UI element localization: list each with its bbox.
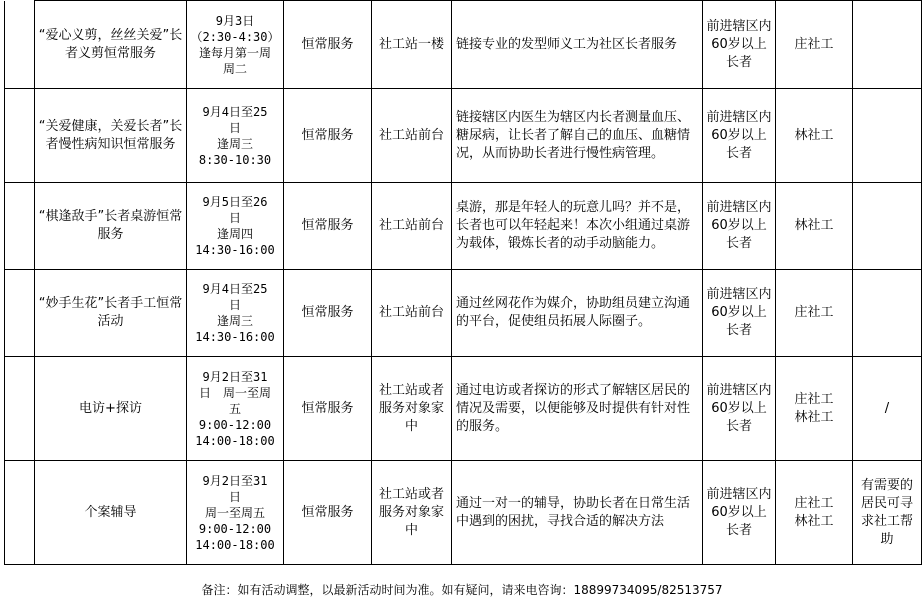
activity-location-cell: 社工站或者服务对象家中: [372, 357, 452, 461]
table-row: [5, 357, 922, 461]
activity-location-cell: 社工站一楼: [372, 1, 452, 89]
activity-time-line: 14:00-18:00: [195, 537, 275, 552]
activity-location-cell: 社工站前台: [372, 270, 452, 357]
target-audience-cell: 前进辖区内60岁以上长者: [703, 89, 776, 183]
table-row: [5, 461, 922, 565]
activity-time-cell: [187, 183, 284, 270]
row-gutter-cell: [5, 183, 35, 270]
row-gutter-cell: [5, 461, 35, 565]
activity-type-cell: 恒常服务: [284, 1, 372, 89]
staff-name: 庄社工 林社工: [794, 391, 834, 425]
activity-type-cell: 恒常服务: [284, 461, 372, 565]
activity-content-cell: 通过丝网花作为媒介，协助组员建立沟通的平台，促使组员拓展人际圈子。: [452, 270, 703, 357]
activity-time-line: （2:30-4:30）: [190, 29, 280, 44]
staff-cell: [776, 357, 853, 461]
table-row: [5, 1, 922, 89]
activity-time-line: 9月2日至31: [202, 473, 268, 488]
activity-time-line: 日: [228, 211, 241, 225]
remark-cell: [853, 89, 922, 183]
activity-time-line: 9月4日至25: [202, 104, 268, 119]
staff-cell: [776, 183, 853, 270]
remark-cell: [853, 1, 922, 89]
activity-time-line: 周二: [222, 61, 247, 76]
target-audience-cell: 前进辖区内60岁以上长者: [703, 270, 776, 357]
activity-location-cell: 社工站或者服务对象家中: [372, 461, 452, 565]
row-gutter-cell: [5, 1, 35, 89]
activity-time-line: 周一至周五: [204, 505, 265, 520]
staff-name: 林社工: [794, 127, 834, 143]
staff-cell: [776, 89, 853, 183]
activity-type-cell: 恒常服务: [284, 270, 372, 357]
activity-schedule-table: [4, 0, 922, 565]
activity-time-line: 日: [228, 120, 241, 135]
activity-time-line: 五: [228, 401, 241, 416]
target-audience-cell: 前进辖区内60岁以上长者: [703, 357, 776, 461]
footer-note: 备注：如有活动调整，以最新活动时间为准。如有疑问，请来电咨询：18899734095/82513757: [201, 583, 723, 597]
activity-content-cell: 通过一对一的辅导，协助长者在日常生活中遇到的困扰，寻找合适的解决方法: [452, 461, 703, 565]
activity-time-line: 14:30-16:00: [195, 243, 275, 257]
activity-time-line: 8:30-10:30: [198, 152, 272, 167]
remark-cell: [853, 270, 922, 357]
activity-content-cell: 链接专业的发型师义工为社区长者服务: [452, 1, 703, 89]
activity-time-line: 9月3日: [215, 13, 255, 28]
activity-time-line: 日: [228, 298, 241, 312]
activity-time-cell: [187, 357, 284, 461]
activity-content-cell: 链接辖区内医生为辖区内长者测量血压、糖尿病，让长者了解自己的血压、血糖情况，从而协助长者进行慢性病管理。: [452, 89, 703, 183]
activity-type-cell: 恒常服务: [284, 357, 372, 461]
activity-time-line: 日 周一至周: [198, 385, 271, 400]
table-row: [5, 183, 922, 270]
row-gutter-cell: [5, 89, 35, 183]
staff-cell: [776, 270, 853, 357]
activity-time-line: 逢周三: [216, 136, 253, 151]
activity-name-cell: 个案辅导: [35, 461, 187, 565]
activity-content-cell: 桌游，那是年轻人的玩意儿吗？并不是，长者也可以年轻起来！本次小组通过桌游为载体，锻炼长者的动手动脑能力。: [452, 183, 703, 270]
activity-time-line: 9月4日至25: [202, 282, 268, 296]
activity-type-cell: 恒常服务: [284, 89, 372, 183]
activity-time-line: 逢周三: [216, 314, 253, 328]
staff-cell: [776, 1, 853, 89]
activity-name-cell: “妙手生花”长者手工恒常活动: [35, 270, 187, 357]
activity-time-line: 逢周四: [216, 227, 253, 241]
table-row: [5, 89, 922, 183]
staff-cell: [776, 461, 853, 565]
row-gutter-cell: [5, 357, 35, 461]
activity-time-line: 日: [228, 489, 241, 504]
activity-location-cell: 社工站前台: [372, 183, 452, 270]
staff-name: 庄社工: [794, 305, 834, 320]
target-audience-cell: 前进辖区内60岁以上长者: [703, 461, 776, 565]
activity-name-cell: “关爱健康，关爱长者”长者慢性病知识恒常服务: [35, 89, 187, 183]
activity-content-cell: 通过电访或者探访的形式了解辖区居民的情况及需要，以便能够及时提供有针对性的服务。: [452, 357, 703, 461]
activity-time-cell: [187, 1, 284, 89]
activity-time-cell: [187, 89, 284, 183]
target-audience-cell: 前进辖区内60岁以上长者: [703, 1, 776, 89]
activity-time-line: 9月2日至31: [202, 369, 268, 384]
activity-time-line: 14:30-16:00: [195, 330, 275, 344]
remark-cell: 有需要的居民可寻求社工帮助: [853, 461, 922, 565]
activity-time-line: 9月5日至26: [202, 195, 268, 209]
activity-time-line: 9:00-12:00: [198, 521, 272, 536]
activity-time-line: 逢每月第一周: [198, 45, 271, 60]
activity-time-line: 9:00-12:00: [198, 417, 272, 432]
activity-name-cell: 电访+探访: [35, 357, 187, 461]
activity-name-cell: “爱心义剪，丝丝关爱”长者义剪恒常服务: [35, 1, 187, 89]
staff-name: 庄社工 林社工: [794, 495, 834, 529]
activity-name-cell: “棋逢敌手”长者桌游恒常服务: [35, 183, 187, 270]
remark-cell: [853, 183, 922, 270]
row-gutter-cell: [5, 270, 35, 357]
activity-time-cell: [187, 270, 284, 357]
staff-name: 林社工: [794, 218, 834, 233]
staff-name: 庄社工: [794, 36, 834, 52]
remark-cell: /: [853, 357, 922, 461]
activity-location-cell: 社工站前台: [372, 89, 452, 183]
target-audience-cell: 前进辖区内60岁以上长者: [703, 183, 776, 270]
activity-type-cell: 恒常服务: [284, 183, 372, 270]
activity-time-line: 14:00-18:00: [195, 433, 275, 448]
table-row: [5, 270, 922, 357]
activity-time-cell: [187, 461, 284, 565]
